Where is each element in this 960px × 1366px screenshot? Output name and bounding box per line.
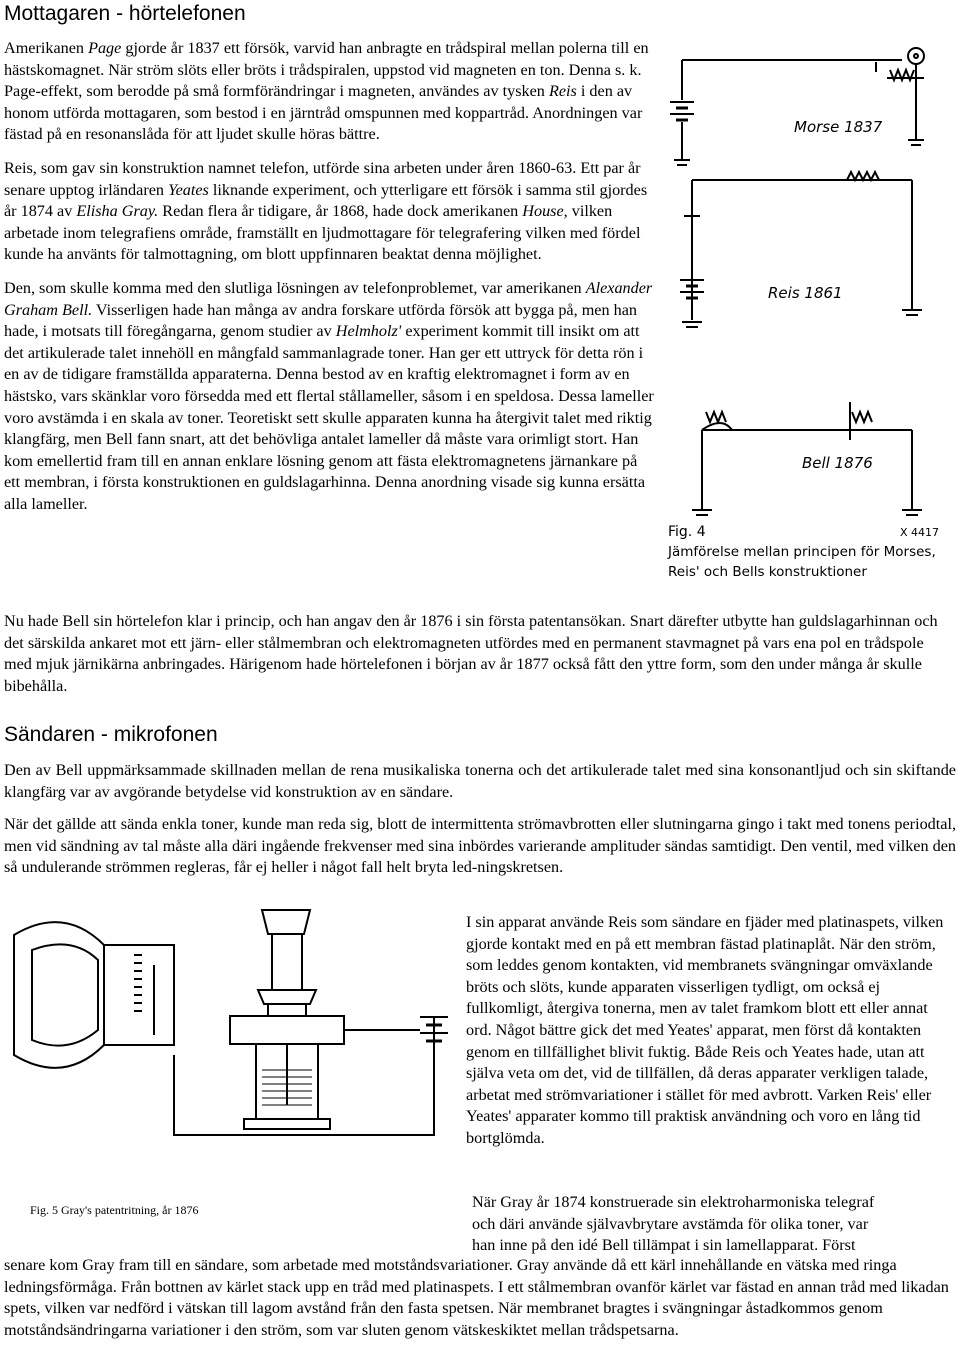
- paragraph-bell: Den, som skulle komma med den slutliga lösningen av telefonproblemet, var amerikanen Alexander Graham Bell. Visserligen hade han många av andra forskare utförda försök att bygga på, men han hade, i motsats till föregångarna, genom studier av Helmholz' experiment kommit till insikt om att det artikulerade talet innehöll en mångfald sammanlagrade toner. Han ger ett uttryck för detta rön i en av de tidigare framställda apparaterna. Denna bestod av en kraftig elektromagnet i form av en hästsko, vars skänklar voro försedda med ett flertal stållameller, såsom i en speldosa. Dessa lameller voro avstämda i en skala av toner. Teoretiskt sett skulle apparaten kunna ha återgivit talet med riktig klangfärg, men Bell fann snart, att det behövliga antalet lameller då måste vara orimligt stort. Han kom emellertid fram till en annan enklare lösning genom att fästa elektromagnetens järnankare på ett membran, i första konstruktionen en guldslagarhinna. Denna anordning visade sig kunna ersätta alla lameller.: [4, 278, 654, 513]
- label-bell-1876: Bell 1876: [802, 454, 873, 472]
- label-reis-1861: Reis 1861: [768, 284, 843, 302]
- receiver-intro-column: [4, 38, 654, 515]
- name-elisha-gray: Elisha Gray.: [76, 202, 159, 221]
- paragraph-reis-yeates-transmitters: I sin apparat använde Reis som sändare en fjäder med platinaspets, vilken gjorde kontakt med en på ett membran fästad platinaplåt. När den ström, som leddes genom kontakten, vid membranets svängningar omväxlande bröts och slöts, kunde apparaten visserligen tydligt, om också ej fullkomligt, återgiva tonerna, men av talet framkom blott ett eller annat ord. Något bättre gick det med Yeates' apparat, men först då kontakten genom en tillfällighet blivit fuktig. Både Reis och Yeates hade, utan att själva veta om det, vid de tillfällen, då deras apparater verkligen talade, arbetat med strömvariationer i stället för med avbrott. Varken Reis' eller Yeates' apparater kommo till praktisk användning och voro en lång tid bortglömda.: [466, 913, 944, 1147]
- figure-4-number: Fig. 4: [668, 524, 706, 540]
- paragraph-tones-vs-speech: Den av Bell uppmärksammade skillnaden mellan de rena musikaliska tonerna och det artikulerade talet med sina konsonantljud och sin skiftande klangfärg var av avgörande betydelse vid konstruktion av en sändare.: [4, 761, 956, 801]
- figure-4-code: X 4417: [900, 526, 940, 539]
- figure-5-caption: Fig. 5 Gray's patentritning, år 1876: [30, 1203, 199, 1217]
- name-reis: Reis: [548, 82, 577, 101]
- name-house: House,: [522, 202, 568, 221]
- name-page: Page: [88, 39, 122, 57]
- paragraph-sending-tones: När det gällde att sända enkla toner, kunde man reda sig, blott de intermittenta strömavbrotten eller slutningarna gingo i takt med tonens periodtal, men vid sändning av tal måste alla däri ingående frekvenser med sina inbördes varierande amplituder sändas samtidigt. Den ventil, med vilken den så undulerande strömmen regleras, får ej heller i något fall helt bryta led-ningskretsen.: [4, 815, 956, 877]
- label-morse-1837: Morse 1837: [794, 118, 883, 136]
- paragraph-bell-patent: Nu hade Bell sin hörtelefon klar i princip, och han angav den år 1876 i sin första patentansökan. Snart därefter utbytte han guldslagarhinnan och det särskilda ankaret mot ett järn- eller stålmembran och elektromagneten utfördes med en permanent stavmagnet på vars ena pol en trådspole med mjuk järnikärna anbringades. Härigenom hade hörtelefonen i början av år 1877 också fått den yttre form, som den under många år skulle bibehålla.: [4, 612, 938, 695]
- paragraph-gray-wrap: När Gray år 1874 konstruerade sin elektroharmoniska telegraf och däri använde självavbrytare avstämda för olika toner, var han inne på den idé Bell tillämpat i sin lamellapparat. Först: [472, 1193, 875, 1255]
- name-yeates: Yeates: [168, 180, 209, 199]
- name-helmholz: Helmholz': [335, 322, 402, 341]
- name-bell: Alexander Graham Bell.: [4, 278, 653, 319]
- section-heading-receiver: Mottagaren - hörtelefonen: [4, 2, 246, 25]
- section-heading-transmitter: Sändaren - mikrofonen: [4, 723, 218, 746]
- paragraph-gray-liquid-transmitter: senare kom Gray fram till en sändare, som arbetade med motståndsvariationer. Gray använde då ett kärl innehållande en vätska med ringa ledningsförmåga. Från bottnen av kärlet stack upp en tråd med platinaspets. I ett stålmembran ovanför kärlet var fästad en annan tråd med likadan spets, vilken var nedförd i vätskan till lagom avstånd från den fasta spetsen. När membranet bragtes i svängningar åstadkommos genom motståndsändringarna variationer i den ström, som var sluten genom vätskeskiktet mellan trådspetsarna.: [4, 1256, 949, 1339]
- figure-4-caption-line-2: Reis' och Bells konstruktioner: [668, 564, 867, 580]
- figure-5: [4, 905, 459, 1217]
- circuit-comparison-drawing: [662, 40, 960, 585]
- paragraph-reis-telefon: Reis, som gav sin konstruktion namnet telefon, utförde sina arbeten under åren 1860-63. Ett par år senare upptog irländaren Yeates liknande experiment, och ytterligare ett försök i samma stil gjordes år 1874 av Elisha Gray. Redan flera år tidigare, år 1868, hade dock amerikanen House, vilken arbetade inom telegrafiens område, framställt en ljudmottagare för telegrafering vilken med fördel kunde ha använts för talmottagning, om blott uppfinnaren beaktat denna möjlighet.: [4, 158, 648, 264]
- figure-4-caption-line-1: Jämförelse mellan principen för Morses,: [668, 544, 936, 560]
- gray-patent-drawing: [4, 905, 459, 1195]
- paragraph-page-effect: Amerikanen Page gjorde år 1837 ett försök, varvid han anbragte en trådspiral mellan polerna till en hästskomagnet. När ström slöts eller bröts i trådspiralen, uppstod vid magneten en ton. Denna s. k. Page-effekt, som berodde på små formförändringar i magneten, användes av tysken Reis i den av honom utförda mottagaren, som bestod i en järntråd omspunnen med koppartråd. Anordningen var fästad på en resonanslåda för att ljudet skulle höras bättre.: [4, 39, 649, 144]
- figure-4: [662, 40, 960, 585]
